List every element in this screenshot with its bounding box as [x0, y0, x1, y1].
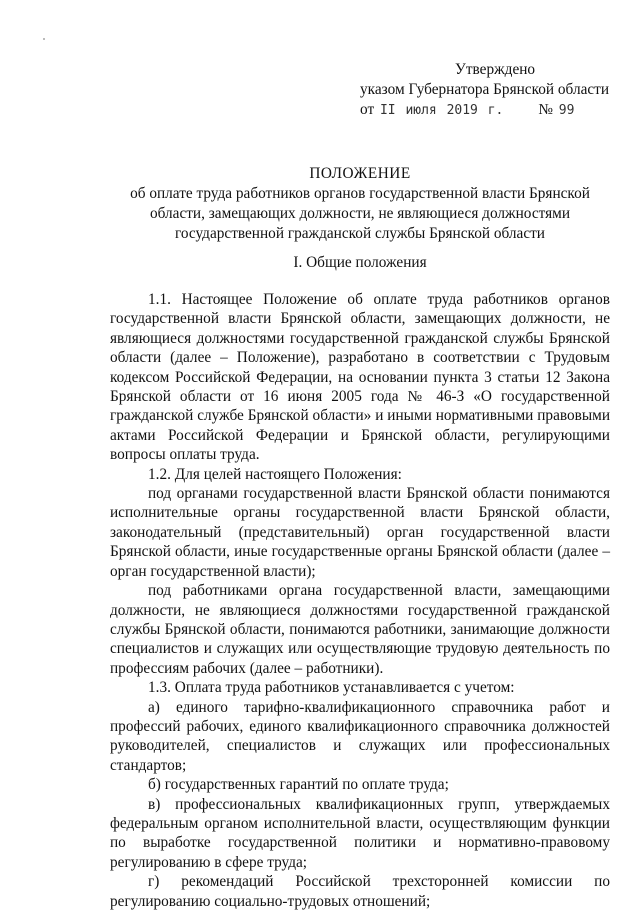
document-title: ПОЛОЖЕНИЕ [309, 165, 411, 182]
approval-number: 99 [558, 103, 575, 118]
document-title-block [110, 164, 610, 244]
section-heading: I. Общие положения [293, 254, 427, 271]
paragraph-1-3: 1.3. Оплата труда работников устанавливается с учетом: [148, 679, 515, 697]
document-subtitle: об оплате труда работников органов государственной власти Брянской области, замещающих должности, не являющиеся должностями государственной гражданской службы Брянской области [130, 185, 590, 242]
approval-number-sign: № [538, 101, 553, 118]
document-body [110, 290, 610, 911]
approval-line-decree: указом Губернатора Брянской области [360, 81, 610, 98]
list-item-b: б) государственных гарантий по оплате труда; [148, 776, 449, 794]
paragraph-workers-definition: под работниками органа государственной власти, замещающими должности, не являющиеся должностями государственной гражданской службы Брянской области, понимаются работники, занимающие должности специалистов и служащих или осуществляющие трудовую деятельность по профессиям рабочих (далее – работники). [110, 582, 610, 677]
paragraph-authorities-definition: под органами государственной власти Брянской области понимаются исполнительные органы государственной власти Брянской области, законодательный (представительный) орган государственной власти Брянской области, иные государственные органы Брянской области (далее – орган государственной власти); [110, 485, 610, 580]
approval-from-label: от [360, 101, 375, 118]
list-item-a: а) единого тарифно-квалификационного справочника работ и профессий рабочих, единого квалификационного справочника должностей руководителей, специалистов и служащих или профессиональных стандартов; [110, 698, 610, 774]
list-item-v: в) профессиональных квалификационных групп, утверждаемых федеральным органом исполнительной власти, осуществляющим функции по выработке государственной политики и нормативно-правовому регулированию в сфере труда; [110, 795, 610, 871]
scan-speck [43, 38, 45, 40]
list-item-g: г) рекомендаций Российской трехсторонней комиссии по регулированию социально-трудовых отношений; [110, 873, 610, 910]
paragraph-1-1: 1.1. Настоящее Положение об оплате труда работников органов государственной власти Брянской области, замещающих должности, не являющиеся должностями государственной гражданской службы Брянской области (далее – Положение), разработано в соответствии с Трудовым кодексом Российской Федерации, на основании пункта 3 статьи 12 Закона Брянской области от 16 июня 2005 года № 46-З «О государственной гражданской службе Брянской области» и иными нормативными правовыми актами Российской Федерации и Брянской области, регулирующими вопросы оплаты труда. [110, 291, 610, 464]
approval-stamp [360, 60, 610, 121]
approval-date: II июля 2019 г. [379, 103, 504, 118]
approval-line-date-number [360, 100, 610, 121]
paragraph-1-2: 1.2. Для целей настоящего Положения: [148, 465, 402, 483]
approval-line-approved: Утверждено [455, 61, 536, 78]
